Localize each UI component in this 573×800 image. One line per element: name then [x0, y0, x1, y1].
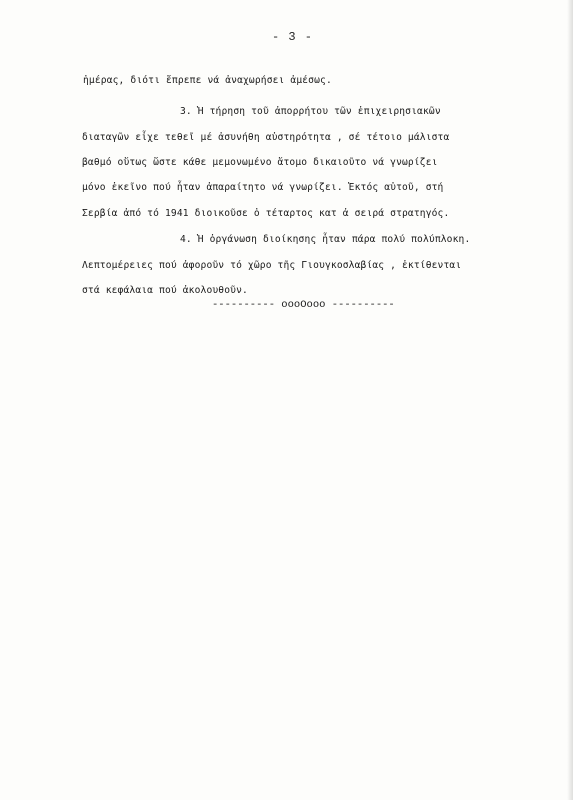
text-line-8: Λεπτομέρειες πού ἀφοροῦν τό χῶρο τῆς Γιουγκοσλαβίας , ἐκτίθενται — [82, 260, 462, 271]
paragraph-4-first-line: 4. Ἡ ὀργάνωση διοίκησης ἦταν πάρα πολύ πολύπλοκη. — [180, 234, 471, 245]
paragraph-3-first-line: 3. Ἡ τήρηση τοῦ ἀπορρήτου τῶν ἐπιχειρησιακῶν — [180, 106, 441, 117]
text-line-1: ἡμέρας, διότι ἔπρεπε νά ἀναχωρήσει ἀμέσως. — [83, 75, 332, 86]
page-edge-shadow — [567, 0, 573, 800]
page-number: - 3 - — [272, 30, 314, 44]
text-line-4: βαθμό οὕτως ὥστε κάθε μεμονωμένο ἄτομο δικαιοῦτο νά γνωρίζει — [82, 157, 438, 168]
text-line-6: Σερβία ἀπό τό 1941 διοικοῦσε ὁ τέταρτος κατ ἀ σειρά στρατηγός. — [82, 208, 450, 219]
text-line-3: διαταγῶν εἶχε τεθεῖ μέ ἀσυνήθη αὐστηρότητα , σέ τέτοιο μάλιστα — [82, 132, 450, 143]
text-line-9: στά κεφάλαια πού ἀκολουθοῦν. — [82, 285, 248, 296]
text-line-5: μόνο ἐκεῖνο πού ἦταν ἀπαραίτητο νά γνωρίζει. Ἐκτός αὐτοῦ, στή — [82, 182, 444, 193]
section-separator: ---------- oooOooo ---------- — [212, 299, 395, 311]
